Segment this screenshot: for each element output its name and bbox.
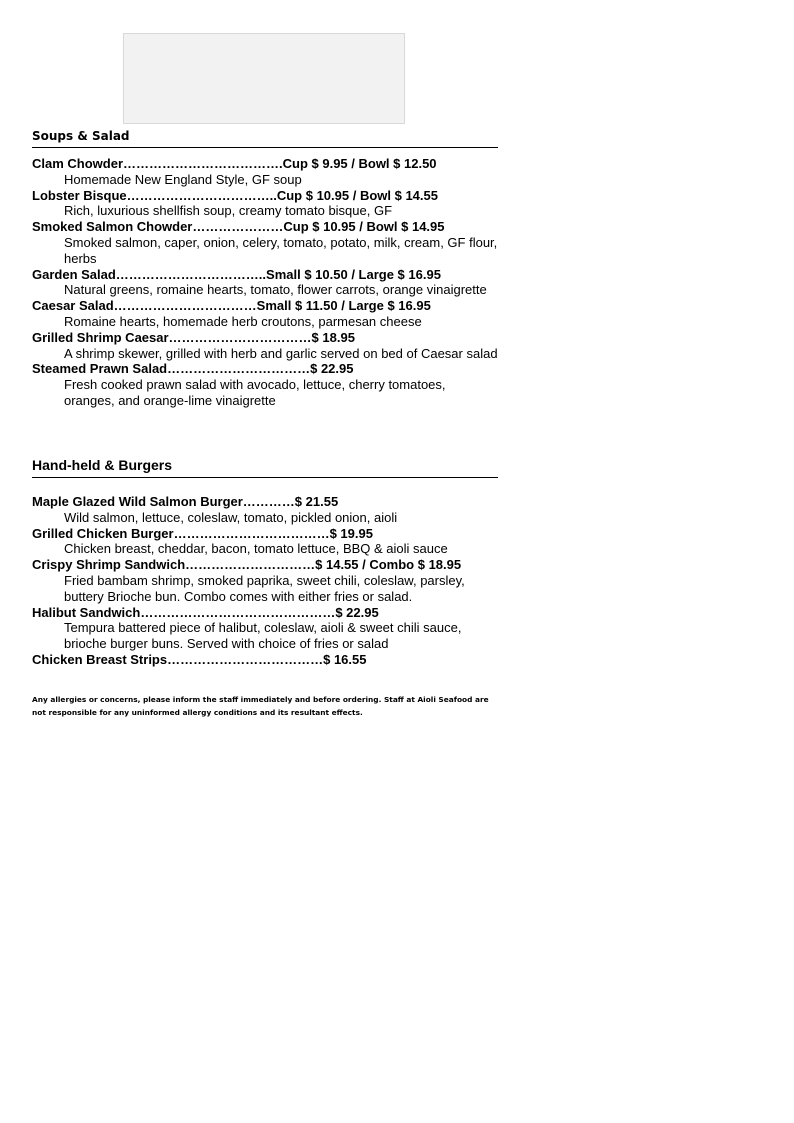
menu-item [32,652,498,668]
menu-item-description: Tempura battered piece of halibut, coleslaw, aioli & sweet chili sauce, brioche burger buns. Served with choice of fries or salad [64,620,462,652]
logo-placeholder [123,33,405,124]
menu-item-description: Homemade New England Style, GF soup [64,171,302,187]
menu-item [32,361,498,408]
menu-item [32,267,498,299]
menu-item-description: Rich, luxurious shellfish soup, creamy tomato bisque, GF [64,203,393,219]
menu-item-description: A shrimp skewer, grilled with herb and garlic served on bed of Caesar salad [64,345,498,361]
menu-item-description: Wild salmon, lettuce, coleslaw, tomato, pickled onion, aioli [64,509,398,525]
menu-item-description: Chicken breast, cheddar, bacon, tomato lettuce, BBQ & aioli sauce [64,541,448,557]
menu-item-name-price: Lobster Bisque……………………………..Cup $ 10.95 / Bowl $ 14.55 [32,187,438,203]
menu-item [32,526,498,558]
menu-item-name-price: Steamed Prawn Salad……………………………$ 22.95 [32,361,354,377]
section-title: Soups & Salad [32,128,498,148]
menu-item-name-price: Maple Glazed Wild Salmon Burger…………$ 21.55 [32,494,339,509]
menu-item-name-price: Clam Chowder……………………………….Cup $ 9.95 / Bowl $ 12.50 [32,156,437,171]
menu-item-name-price: Halibut Sandwich………………………………………$ 22.95 [32,604,379,620]
menu-item-description: Fresh cooked prawn salad with avocado, lettuce, cherry tomatoes, oranges, and orange-lime vinaigrette [64,377,446,408]
menu-item-description: Romaine hearts, homemade herb croutons, parmesan cheese [64,313,422,329]
menu-item [32,605,498,652]
allergy-disclaimer: Any allergies or concerns, please inform the staff immediately and before ordering. Staff at Aioli Seafood are not responsible for any uninformed allergy conditions and its resultant effects. [32,695,489,717]
menu-item-name-price: Grilled Shrimp Caesar……………………………$ 18.95 [32,329,355,345]
menu-item-name-price: Crispy Shrimp Sandwich…………………………$ 14.55 / Combo $ 18.95 [32,557,462,573]
menu-item [32,494,498,526]
menu-item [32,156,498,188]
menu-item-name-price: Caesar Salad……………………………Small $ 11.50 / Large $ 16.95 [32,298,431,314]
menu-item [32,219,498,266]
section-title: Hand-held & Burgers [32,456,498,478]
menu-item [32,298,498,330]
menu-item-description: Natural greens, romaine hearts, tomato, flower carrots, orange vinaigrette [64,282,487,298]
menu-item [32,188,498,220]
section-handheld-burgers [32,456,498,668]
menu-item [32,557,498,604]
menu-item-name-price: Smoked Salmon Chowder…………………Cup $ 10.95 / Bowl $ 14.95 [32,219,445,235]
menu-item-name-price: Chicken Breast Strips………………………………$ 16.55 [32,651,367,667]
section-soups-salad [32,128,498,409]
menu-item-description: Smoked salmon, caper, onion, celery, tomato, potato, milk, cream, GF flour, herbs [64,234,498,266]
menu-item-name-price: Grilled Chicken Burger………………………………$ 19.95 [32,525,373,541]
menu-item-description: Fried bambam shrimp, smoked paprika, sweet chili, coleslaw, parsley, buttery Brioche bun. Combo comes with either fries or salad. [64,572,465,604]
menu-item [32,330,498,362]
menu-item-name-price: Garden Salad……………………………..Small $ 10.50 / Large $ 16.95 [32,266,441,282]
